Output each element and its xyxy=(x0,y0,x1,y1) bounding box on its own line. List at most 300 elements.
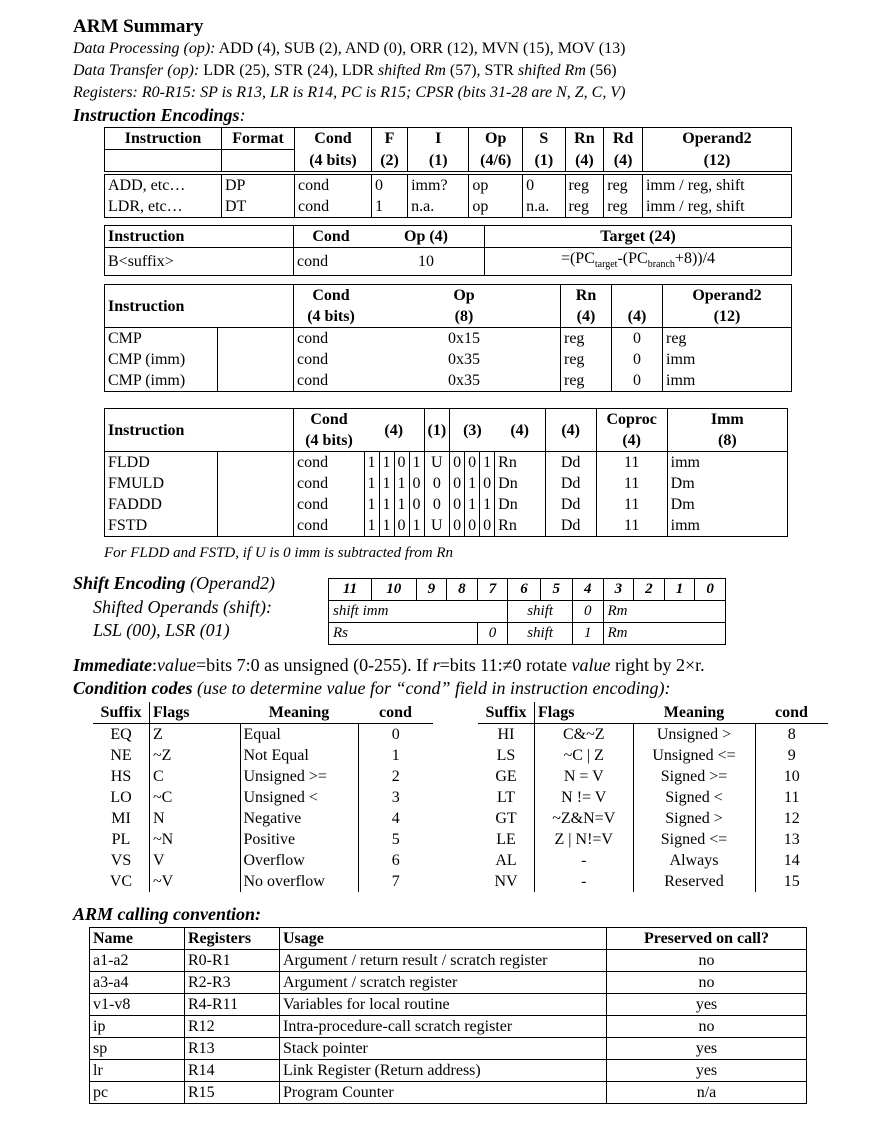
cmp-h-rn: Rn xyxy=(561,285,612,307)
fp-r1-bit0: 1 xyxy=(364,473,379,494)
shift-bit-2: 2 xyxy=(634,579,665,601)
fp-r0-rn: Rn xyxy=(495,452,546,474)
fp-h-instruction: Instruction xyxy=(105,409,218,452)
cc-r4-m: Signed > xyxy=(633,808,755,829)
shift-bit-6: 6 xyxy=(508,579,540,601)
cmp-h2-operand2: (12) xyxy=(663,306,792,328)
table-row xyxy=(90,1016,807,1038)
dp-h-f: F xyxy=(371,128,407,150)
cmp-h-cond: Cond xyxy=(294,285,369,307)
dp-h-instruction: Instruction xyxy=(105,128,222,150)
cc-r7-f: - xyxy=(535,871,634,892)
table-row xyxy=(93,787,433,808)
data-transfer-value-e: (56) xyxy=(589,62,617,79)
cmp-h2-rd: (4) xyxy=(612,306,663,328)
table-row xyxy=(105,173,792,196)
cc-l1-c: 1 xyxy=(358,745,433,766)
shift-bit-8: 8 xyxy=(447,579,478,601)
cmp-r0-inst: CMP xyxy=(105,328,218,350)
data-transfer-value-a: LDR (25), STR (24), LDR xyxy=(203,62,374,79)
cmp-encoding-table xyxy=(104,284,792,392)
dp-r1-op: op xyxy=(469,196,523,218)
cc-r7-c: 15 xyxy=(755,871,828,892)
immediate-value-word: value xyxy=(157,655,196,675)
cv2-usage: Variables for local routine xyxy=(280,994,607,1016)
cc-l5-c: 5 xyxy=(358,829,433,850)
fp-r3-rn: Rn xyxy=(495,515,546,537)
cc-l2-c: 2 xyxy=(358,766,433,787)
shift-title-bold: Shift Encoding xyxy=(73,573,186,593)
immediate-label: Immediate xyxy=(73,655,152,675)
cc-r2-m: Signed >= xyxy=(633,766,755,787)
fp-r2-bit1: 1 xyxy=(379,494,394,515)
fp-h-bits1: (1) xyxy=(424,409,450,452)
fp-h2-cond: (4 bits) xyxy=(294,430,365,452)
fp-r1-imm: Dm xyxy=(667,473,787,494)
data-transfer-value-d: shifted Rm xyxy=(517,62,586,79)
table-row xyxy=(93,766,433,787)
fp-r3-bit0: 1 xyxy=(364,515,379,537)
immediate-text-c: =bits 11:≠0 rotate xyxy=(439,655,572,675)
fp-r1-rn: Dn xyxy=(495,473,546,494)
fp-r3-inst: FSTD xyxy=(105,515,218,537)
shift-bit-4: 4 xyxy=(572,579,603,601)
cc-r4-f: ~Z&N=V xyxy=(535,808,634,829)
br-target-b: -(PC xyxy=(617,250,648,267)
cc-l2-s: HS xyxy=(110,768,132,785)
fp-r0-imm: imm xyxy=(667,452,787,474)
dp-h-operand2: Operand2 xyxy=(642,128,791,150)
cc-l5-s: PL xyxy=(111,831,131,848)
condition-codes-right xyxy=(478,702,828,892)
cc-l0-s: EQ xyxy=(110,726,132,743)
table-row xyxy=(478,850,828,871)
cc-l1-s: NE xyxy=(110,747,132,764)
shift-r2-bit7: 0 xyxy=(477,623,508,645)
table-row xyxy=(105,248,792,276)
encodings-title xyxy=(73,105,246,126)
dp-r0-i: imm? xyxy=(408,173,469,196)
cc-r5-c: 13 xyxy=(755,829,828,850)
shift-bit-5: 5 xyxy=(540,579,572,601)
cc-r6-m: Always xyxy=(633,850,755,871)
cc-left-h-cond: cond xyxy=(379,704,412,721)
fp-r0-bit6: 0 xyxy=(465,452,480,474)
condition-codes-label: Condition codes xyxy=(73,678,193,698)
cmp-r2-cond: cond xyxy=(294,370,369,392)
fp-r3-cond: cond xyxy=(294,515,365,537)
cc-l3-m: Unsigned < xyxy=(240,787,358,808)
cmp-r1-rn: reg xyxy=(561,349,612,370)
cc-l2-m: Unsigned >= xyxy=(240,766,358,787)
table-row xyxy=(93,871,433,892)
cmp-r0-rn: reg xyxy=(561,328,612,350)
shift-bit-9: 9 xyxy=(416,579,447,601)
dp-h2-operand2: (12) xyxy=(642,150,791,173)
table-row xyxy=(90,1082,807,1104)
fp-r0-bit3: 1 xyxy=(409,452,424,474)
cv4-name: sp xyxy=(90,1038,185,1060)
immediate-line xyxy=(73,655,705,676)
cc-r1-m: Unsigned <= xyxy=(633,745,755,766)
shift-r2-rm: Rm xyxy=(603,623,725,645)
fp-r2-bit5: 0 xyxy=(450,494,465,515)
fp-r0-dd: Dd xyxy=(545,452,596,474)
fp-r0-cp: 11 xyxy=(596,452,667,474)
cc-r1-c: 9 xyxy=(755,745,828,766)
cv1-pres: no xyxy=(607,972,807,994)
cc-l6-m: Overflow xyxy=(240,850,358,871)
cc-l3-c: 3 xyxy=(358,787,433,808)
data-processing-label: Data Processing (op): xyxy=(73,40,216,57)
immediate-r-word: r xyxy=(432,655,440,675)
dp-r1-rd: reg xyxy=(604,196,643,218)
fp-r3-bit6: 0 xyxy=(465,515,480,537)
cv5-reg: R14 xyxy=(185,1060,280,1082)
shift-bit-11: 11 xyxy=(329,579,372,601)
table-row xyxy=(105,370,792,392)
cv2-pres: yes xyxy=(607,994,807,1016)
fp-r2-cp: 11 xyxy=(596,494,667,515)
fp-r0-bit7: 1 xyxy=(480,452,495,474)
fp-r2-rn: Dn xyxy=(495,494,546,515)
dp-h2-f: (2) xyxy=(371,150,407,173)
fp-r3-bit7: 0 xyxy=(480,515,495,537)
fp-r1-bit1: 1 xyxy=(379,473,394,494)
table-row xyxy=(478,829,828,850)
shift-title-rest: (Operand2) xyxy=(185,573,276,593)
cv5-usage: Link Register (Return address) xyxy=(280,1060,607,1082)
cc-r2-c: 10 xyxy=(755,766,828,787)
cc-r3-f: N != V xyxy=(535,787,634,808)
table-row xyxy=(93,850,433,871)
cmp-r0-operand2: reg xyxy=(663,328,792,350)
fp-r0-bit1: 1 xyxy=(379,452,394,474)
cc-l4-s: MI xyxy=(111,810,131,827)
dp-h2-rn: (4) xyxy=(565,150,604,173)
dp-r0-inst: ADD, etc… xyxy=(105,173,222,196)
dp-h2-op: (4/6) xyxy=(469,150,523,173)
cv3-usage: Intra-procedure-call scratch register xyxy=(280,1016,607,1038)
table-row xyxy=(105,452,788,474)
cmp-r1-op: 0x35 xyxy=(448,351,480,368)
table-row xyxy=(105,196,792,218)
fp-r0-bit2: 0 xyxy=(394,452,409,474)
cc-r5-m: Signed <= xyxy=(633,829,755,850)
cc-r6-c: 14 xyxy=(755,850,828,871)
dp-h-i: I xyxy=(408,128,469,150)
dp-r1-inst: LDR, etc… xyxy=(105,196,222,218)
fp-r3-cp: 11 xyxy=(596,515,667,537)
cc-conv-h-name: Name xyxy=(90,928,185,950)
cv0-pres: no xyxy=(607,950,807,972)
dp-dt-encoding-table xyxy=(104,127,792,218)
br-cond: cond xyxy=(294,248,369,276)
fp-r2-cond: cond xyxy=(294,494,365,515)
fp-h-rn: (4) xyxy=(495,409,546,452)
fp-r3-bit2: 0 xyxy=(394,515,409,537)
data-transfer-value-b: shifted Rm xyxy=(377,62,446,79)
cmp-r2-operand2: imm xyxy=(663,370,792,392)
cc-right-h-cond: cond xyxy=(775,704,808,721)
fp-r2-bit2: 1 xyxy=(394,494,409,515)
cc-r0-s: HI xyxy=(497,726,515,743)
dp-r1-operand2: imm / reg, shift xyxy=(642,196,791,218)
dp-r0-rn: reg xyxy=(565,173,604,196)
fp-r2-bit0: 1 xyxy=(364,494,379,515)
cc-l6-c: 6 xyxy=(358,850,433,871)
cmp-h2-rn: (4) xyxy=(561,306,612,328)
dp-h-s: S xyxy=(523,128,565,150)
cc-right-h-flags: Flags xyxy=(535,702,634,724)
dp-h-rd: Rd xyxy=(604,128,643,150)
data-processing-line xyxy=(73,40,625,58)
cv6-reg: R15 xyxy=(185,1082,280,1104)
fp-h-coproc: Coproc xyxy=(596,409,667,431)
cc-left-h-meaning: Meaning xyxy=(268,704,330,721)
cc-l6-s: VS xyxy=(110,852,132,869)
table-row xyxy=(93,745,433,766)
table-row xyxy=(93,724,433,746)
fp-h-bits4: (4) xyxy=(364,409,424,452)
table-row xyxy=(90,950,807,972)
cv0-name: a1-a2 xyxy=(90,950,185,972)
cc-r1-f: ~C | Z xyxy=(535,745,634,766)
cmp-r0-cond: cond xyxy=(294,328,369,350)
page-title: ARM Summary xyxy=(73,16,204,37)
cc-left-h-flags: Flags xyxy=(150,702,241,724)
cc-r2-f: N = V xyxy=(535,766,634,787)
shift-r1-shift: shift xyxy=(508,601,573,623)
fp-h2-imm: (8) xyxy=(667,430,787,452)
shift-bit-3: 3 xyxy=(603,579,634,601)
cc-l5-f: ~N xyxy=(150,829,241,850)
cv4-reg: R13 xyxy=(185,1038,280,1060)
branch-encoding-table xyxy=(104,225,792,276)
table-row xyxy=(90,1038,807,1060)
cv4-usage: Stack pointer xyxy=(280,1038,607,1060)
cmp-r2-op: 0x35 xyxy=(368,370,561,392)
br-target-c: +8))/4 xyxy=(674,250,716,267)
fp-r1-bit7: 0 xyxy=(480,473,495,494)
cv5-name: lr xyxy=(90,1060,185,1082)
fp-r1-bit2: 1 xyxy=(394,473,409,494)
table-row xyxy=(478,745,828,766)
shift-bit-0: 0 xyxy=(695,579,726,601)
cc-l2-f: C xyxy=(150,766,241,787)
cc-r1-s: LS xyxy=(496,747,516,764)
table-row xyxy=(93,829,433,850)
table-row xyxy=(478,808,828,829)
fp-r1-cond: cond xyxy=(294,473,365,494)
cc-r5-s: LE xyxy=(496,831,516,848)
cv1-usage: Argument / scratch register xyxy=(280,972,607,994)
shift-r2-rs: Rs xyxy=(329,623,478,645)
cc-r0-f: C&~Z xyxy=(535,724,634,746)
cmp-r0-op: 0x15 xyxy=(448,330,480,347)
fp-r2-bit4: 0 xyxy=(424,494,450,515)
dp-r1-s: n.a. xyxy=(523,196,565,218)
cv6-usage: Program Counter xyxy=(280,1082,607,1104)
cc-r5-f: Z | N!=V xyxy=(535,829,634,850)
fp-r0-cond: cond xyxy=(294,452,365,474)
br-target-a: =(PC xyxy=(560,250,595,267)
calling-convention-title: ARM calling convention: xyxy=(73,904,262,924)
br-target-sub1: target xyxy=(594,259,618,271)
shift-encoding-table xyxy=(328,578,726,645)
cmp-h-op: Op xyxy=(368,285,561,307)
data-processing-value: ADD (4), SUB (2), AND (0), ORR (12), MVN (15), MOV (13) xyxy=(218,40,626,57)
cc-l1-f: ~Z xyxy=(150,745,241,766)
dp-r0-format: DP xyxy=(222,173,295,196)
fp-r1-inst: FMULD xyxy=(105,473,218,494)
br-h-target: Target (24) xyxy=(485,226,792,248)
cmp-h-operand2: Operand2 xyxy=(663,285,792,307)
cc-r6-f: - xyxy=(535,850,634,871)
cv2-name: v1-v8 xyxy=(90,994,185,1016)
shift-r1-rm: Rm xyxy=(603,601,725,623)
cc-l4-m: Negative xyxy=(240,808,358,829)
table-row xyxy=(93,808,433,829)
cc-r0-m: Unsigned > xyxy=(633,724,755,746)
dp-r0-f: 0 xyxy=(371,173,407,196)
dp-r0-s: 0 xyxy=(523,173,565,196)
fp-h-dd: (4) xyxy=(545,409,596,452)
br-op: 10 xyxy=(368,248,485,276)
table-row xyxy=(478,787,828,808)
dp-r1-format: DT xyxy=(222,196,295,218)
dp-r0-op: op xyxy=(469,173,523,196)
cv6-pres: n/a xyxy=(607,1082,807,1104)
fp-r2-dd: Dd xyxy=(545,494,596,515)
cc-r3-s: LT xyxy=(496,789,516,806)
cmp-h2-op: (8) xyxy=(368,306,561,328)
fp-r2-bit6: 1 xyxy=(465,494,480,515)
fp-r1-dd: Dd xyxy=(545,473,596,494)
table-row xyxy=(90,994,807,1016)
dp-r0-cond: cond xyxy=(295,173,372,196)
encodings-title-text: Instruction Encodings xyxy=(73,105,240,125)
condition-codes-left xyxy=(93,702,433,892)
shift-title xyxy=(73,573,275,594)
cc-r3-m: Signed < xyxy=(633,787,755,808)
cc-l0-c: 0 xyxy=(358,724,433,746)
fp-r0-bit0: 1 xyxy=(364,452,379,474)
immediate-value-word2: value xyxy=(571,655,611,675)
cmp-r1-operand2: imm xyxy=(663,349,792,370)
fp-h-imm: Imm xyxy=(667,409,787,431)
table-row xyxy=(105,328,792,350)
cmp-r2-inst: CMP (imm) xyxy=(105,370,218,392)
cc-l7-f: ~V xyxy=(150,871,241,892)
cv0-usage: Argument / return result / scratch register xyxy=(280,950,607,972)
cc-right-h-suffix: Suffix xyxy=(485,704,527,721)
fp-r0-bit5: 0 xyxy=(450,452,465,474)
shift-bit-10: 10 xyxy=(372,579,417,601)
br-h-instruction: Instruction xyxy=(105,226,294,248)
br-inst: B<suffix> xyxy=(105,248,294,276)
cv3-name: ip xyxy=(90,1016,185,1038)
fp-h2-coproc: (4) xyxy=(596,430,667,452)
shift-bit-7: 7 xyxy=(477,579,508,601)
fp-r1-bit6: 1 xyxy=(465,473,480,494)
cc-r7-m: Reserved xyxy=(633,871,755,892)
cc-conv-h-registers: Registers xyxy=(185,928,280,950)
cmp-h-instruction: Instruction xyxy=(105,285,218,328)
br-target-sub2: branch xyxy=(647,259,675,271)
cc-r0-c: 8 xyxy=(755,724,828,746)
fp-r0-inst: FLDD xyxy=(105,452,218,474)
data-transfer-label: Data Transfer (op): xyxy=(73,62,200,79)
cc-l5-m: Positive xyxy=(240,829,358,850)
fp-note: For FLDD and FSTD, if U is 0 imm is subtracted from Rn xyxy=(104,545,454,561)
dp-h-cond: Cond xyxy=(295,128,372,150)
data-transfer-line xyxy=(73,62,617,80)
table-row xyxy=(105,349,792,370)
cmp-r1-cond: cond xyxy=(294,349,369,370)
fp-r3-bit5: 0 xyxy=(450,515,465,537)
shift-line2: Shifted Operands (shift): xyxy=(93,597,272,617)
br-h-op: Op (4) xyxy=(368,226,485,248)
dp-h2-s: (1) xyxy=(523,150,565,173)
fp-r3-dd: Dd xyxy=(545,515,596,537)
cc-conv-h-preserved: Preserved on call? xyxy=(607,928,807,950)
dp-r0-operand2: imm / reg, shift xyxy=(642,173,791,196)
fp-r3-bit1: 1 xyxy=(379,515,394,537)
fp-r1-bit4: 0 xyxy=(424,473,450,494)
shift-line3: LSL (00), LSR (01) xyxy=(93,620,230,640)
cc-l3-s: LO xyxy=(110,789,132,806)
dp-h-op: Op xyxy=(469,128,523,150)
cc-r3-c: 11 xyxy=(755,787,828,808)
dp-h-rn: Rn xyxy=(565,128,604,150)
table-row xyxy=(105,515,788,537)
cmp-r0-rd: 0 xyxy=(612,328,663,350)
cc-l4-f: N xyxy=(150,808,241,829)
table-row xyxy=(90,1060,807,1082)
cmp-r2-rd: 0 xyxy=(612,370,663,392)
dp-h2-i: (1) xyxy=(408,150,469,173)
immediate-text-b: =bits 7:0 as unsigned (0-255). If xyxy=(196,655,433,675)
cv1-name: a3-a4 xyxy=(90,972,185,994)
cc-right-h-meaning: Meaning xyxy=(663,704,725,721)
cc-r7-s: NV xyxy=(494,873,518,890)
cc-l1-m: Not Equal xyxy=(240,745,358,766)
condition-codes-line xyxy=(73,678,670,699)
cc-left-h-suffix: Suffix xyxy=(100,704,142,721)
cmp-r2-rn: reg xyxy=(561,370,612,392)
dp-r1-i: n.a. xyxy=(408,196,469,218)
cv2-reg: R4-R11 xyxy=(185,994,280,1016)
dp-h-format: Format xyxy=(222,128,295,150)
table-row xyxy=(105,473,788,494)
condition-codes-desc: (use to determine value for “cond” field in instruction encoding): xyxy=(192,678,671,698)
cmp-r1-rd: 0 xyxy=(612,349,663,370)
cv6-name: pc xyxy=(90,1082,185,1104)
cv5-pres: yes xyxy=(607,1060,807,1082)
shift-r2-bit4: 1 xyxy=(572,623,603,645)
data-transfer-value-c: (57), STR xyxy=(449,62,514,79)
cc-r4-s: GT xyxy=(495,810,517,827)
cc-l0-m: Equal xyxy=(240,724,358,746)
shift-r1-bit4: 0 xyxy=(572,601,603,623)
table-row xyxy=(105,494,788,515)
table-row xyxy=(478,766,828,787)
cv1-reg: R2-R3 xyxy=(185,972,280,994)
br-target xyxy=(485,248,792,276)
fp-r3-bit3: 1 xyxy=(409,515,424,537)
fp-r3-imm: imm xyxy=(667,515,787,537)
